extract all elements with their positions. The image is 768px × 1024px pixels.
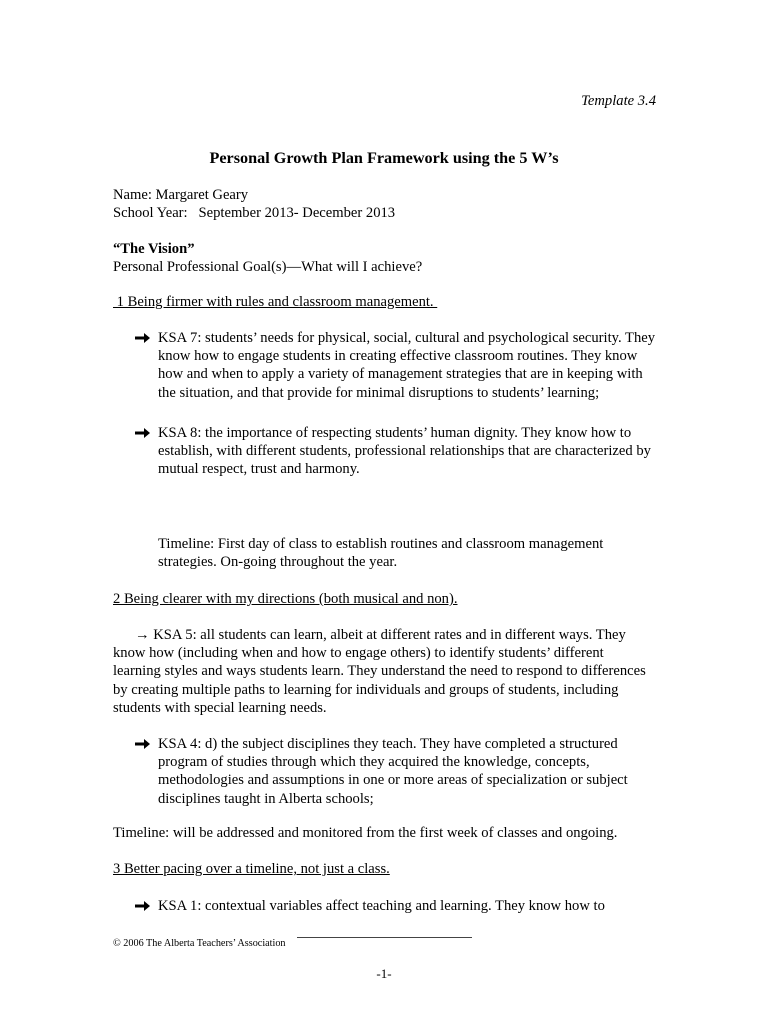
arrow-bullet-icon <box>135 426 151 440</box>
name-line: Name: Margaret Geary <box>113 187 249 203</box>
ksa-8-text: KSA 8: the importance of respecting students’ human dignity. They know how to establish, with different students, professional relationships that are characterized by mutual respect, trust and harmony. <box>158 425 651 478</box>
school-year-line: School Year: September 2013- December 2013 <box>113 205 396 221</box>
goal-2-timeline: Timeline: will be addressed and monitored from the first week of classes and ongoing. <box>113 825 618 841</box>
goal-1-heading: 1 Being firmer with rules and classroom management. <box>113 294 438 310</box>
thin-arrow-icon: → <box>135 627 150 643</box>
arrow-bullet-icon <box>135 899 151 913</box>
page-number: -1- <box>376 966 392 981</box>
ksa-4-text: KSA 4: d) the subject disciplines they teach. They have completed a structured program of studies through which they acquired the knowledge, concepts, methodologies and assumptions in one or more areas of specialization or subject disciplines taught in Alberta schools; <box>158 736 628 807</box>
document-title: Personal Growth Plan Framework using the 5 W’s <box>209 149 559 167</box>
vision-heading: “The Vision” <box>113 241 195 257</box>
arrow-bullet-icon <box>135 331 151 345</box>
goal-1-timeline: Timeline: First day of class to establish routines and classroom management strategies. On-going throughout the year. <box>158 536 604 571</box>
ksa-1-text: KSA 1: contextual variables affect teaching and learning. They know how to <box>158 898 605 914</box>
arrow-bullet-icon <box>135 737 151 751</box>
footer-rule <box>297 937 472 938</box>
ksa-7-text: KSA 7: students’ needs for physical, social, cultural and psychological security. They know how to engage students in creating effective classroom routines. They know how and when to apply a variety of management strategies that are in keeping with the situation, and that provide for minimal disruptions to students’ learning; <box>158 330 656 401</box>
ksa-5-text: KSA 5: all students can learn, albeit at different rates and in different ways. They know how (including when and how to engage others) to identify students’ different learning styles and ways students learn. They understand the need to respond to differences by creating multiple paths to learning for individuals and groups of students, including students with special learning needs. <box>113 627 646 716</box>
goal-2-heading: 2 Being clearer with my directions (both musical and non). <box>113 591 458 607</box>
copyright-notice: © 2006 The Alberta Teachers’ Association <box>113 938 286 949</box>
goal-3-heading: 3 Better pacing over a timeline, not just a class. <box>113 861 390 877</box>
vision-subheading: Personal Professional Goal(s)—What will I achieve? <box>113 259 423 275</box>
ksa-5-paragraph <box>113 626 653 717</box>
template-label: Template 3.4 <box>581 93 656 109</box>
